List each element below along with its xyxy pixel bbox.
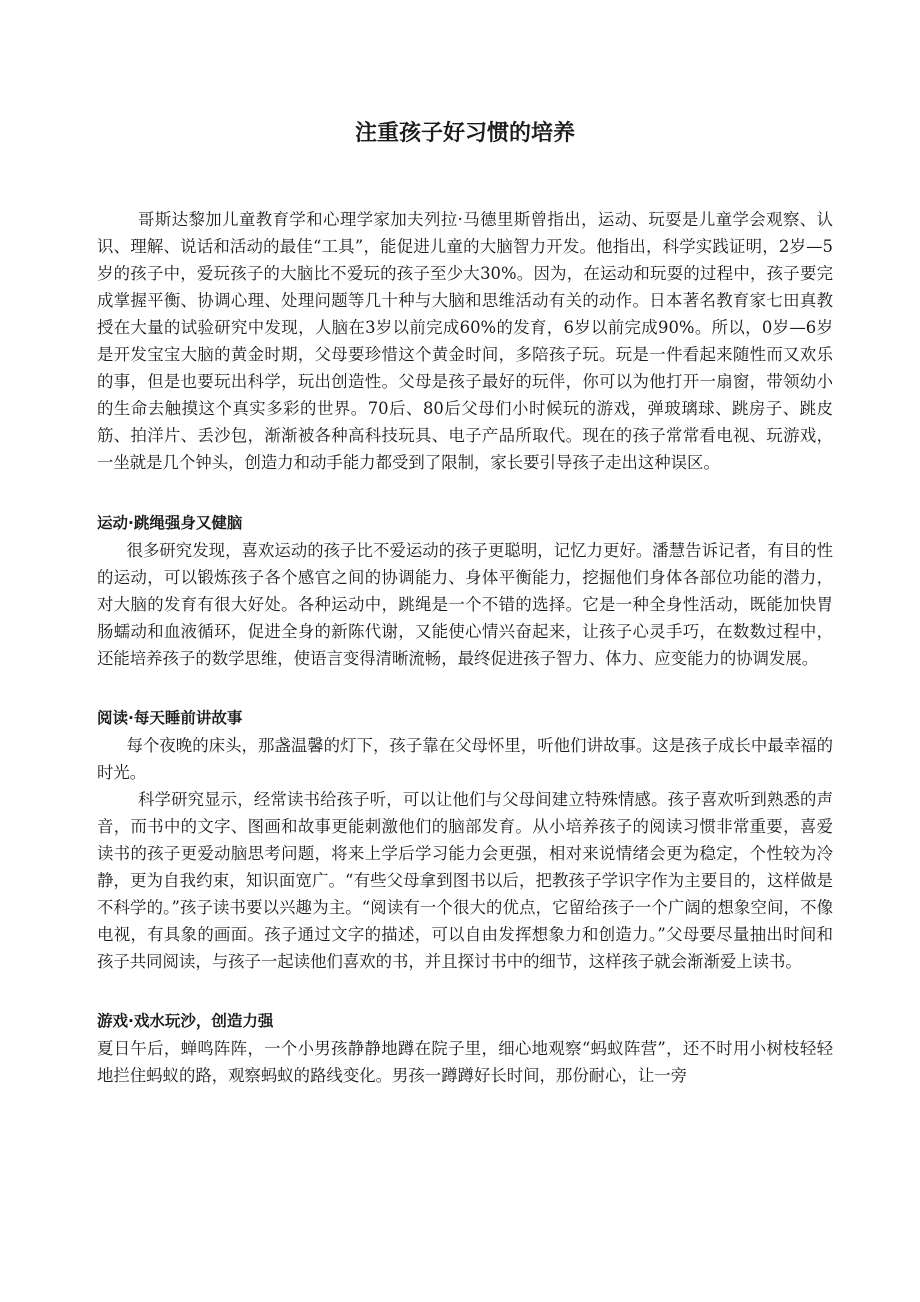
section-paragraph: 每个夜晚的床头，那盏温馨的灯下，孩子靠在父母怀里，听他们讲故事。这是孩子成长中最幸福的时光。 <box>97 736 833 782</box>
section-heading: 游戏·戏水玩沙，创造力强 <box>97 1012 274 1030</box>
document-title: 注重孩子好习惯的培养 <box>354 121 575 146</box>
section-games <box>97 1008 833 1089</box>
section-paragraph: 很多研究发现，喜欢运动的孩子比不爱运动的孩子更聪明，记忆力更好。潘慧告诉记者，有目的性的运动，可以锻炼孩子各个感官之间的协调能力、身体平衡能力，挖掘他们身体各部位功能的潜力，对大脑的发育有很大好处。各种运动中，跳绳是一个不错的选择。它是一种全身性活动，既能加快胃肠蠕动和血液循环，促进全身的新陈代谢，又能使心情兴奋起来，让孩子心灵手巧，在数数过程中，还能培养孩子的数学思维，使语言变得清晰流畅，最终促进孩子智力、体力、应变能力的协调发展。 <box>97 541 833 668</box>
spacer <box>97 476 833 510</box>
section-paragraph: 夏日午后，蝉鸣阵阵，一个小男孩静静地蹲在院子里，细心地观察“蚂蚁阵营”，还不时用小树枝轻轻地拦住蚂蚁的路，观察蚂蚁的路线变化。男孩一蹲蹲好长时间，那份耐心，让一旁 <box>97 1039 833 1085</box>
intro-paragraph: 哥斯达黎加儿童教育学和心理学家加夫列拉·马德里斯曾指出，运动、玩耍是儿童学会观察、认识、理解、说话和活动的最佳“工具”，能促进儿童的大脑智力开发。他指出，科学实践证明，2岁—5岁的孩子中，爱玩孩子的大脑比不爱玩的孩子至少大30%。因为，在运动和玩耍的过程中，孩子要完成掌握平衡、协调心理、处理问题等几十种与大脑和思维活动有关的动作。日本著名教育家七田真教授在大量的试验研究中发现，人脑在3岁以前完成60%的发育，6岁以前完成90%。所以，0岁—6岁是开发宝宝大脑的黄金时期，父母要珍惜这个黄金时间，多陪孩子玩。玩是一件看起来随性而又欢乐的事，但是也要玩出科学，玩出创造性。父母是孩子最好的玩伴，你可以为他打开一扇窗，带领幼小的生命去触摸这个真实多彩的世界。70后、80后父母们小时候玩的游戏，弹玻璃球、跳房子、跳皮筋、拍洋片、丢沙包，渐渐被各种高科技玩具、电子产品所取代。现在的孩子常常看电视、玩游戏，一坐就是几个钟头，创造力和动手能力都受到了限制，家长要引导孩子走出这种误区。 <box>97 210 833 472</box>
section-heading: 运动·跳绳强身又健脑 <box>97 514 243 532</box>
section-reading <box>97 705 833 975</box>
spacer <box>97 975 833 1008</box>
section-heading: 阅读·每天睡前讲故事 <box>97 709 243 727</box>
section-paragraph: 科学研究显示，经常读书给孩子听，可以让他们与父母间建立特殊情感。孩子喜欢听到熟悉的声音，而书中的文字、图画和故事更能刺激他们的脑部发育。从小培养孩子的阅读习惯非常重要，喜爱读书的孩子更爱动脑思考问题，将来上学后学习能力会更强，相对来说情绪会更为稳定，个性较为冷静，更为自我约束，知识面宽广。“有些父母拿到图书以后，把教孩子学识字作为主要目的，这样做是不科学的。”孩子读书要以兴趣为主。“阅读有一个很大的优点，它留给孩子一个广阔的想象空间，不像电视，有具象的画面。孩子通过文字的描述，可以自由发挥想象力和创造力。”父母要尽量抽出时间和孩子共同阅读，与孩子一起读他们喜欢的书，并且探讨书中的细节，这样孩子就会渐渐爱上读书。 <box>97 790 833 971</box>
document-body <box>97 206 833 1089</box>
spacer <box>97 672 833 705</box>
section-sport <box>97 510 833 672</box>
